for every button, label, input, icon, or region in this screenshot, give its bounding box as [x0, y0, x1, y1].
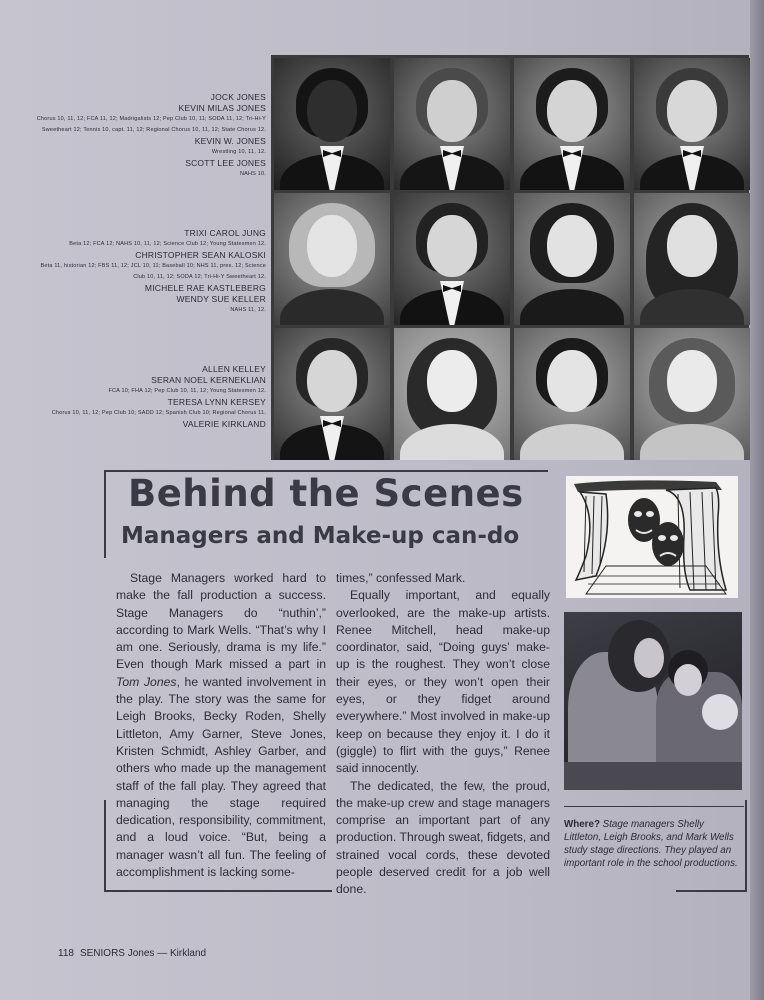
photo-caption [564, 818, 742, 870]
caption-text: Stage managers Shelly Littleton, Leigh Brooks, and Mark Wells study stage directions. They played an important role in the school productions. [564, 819, 738, 869]
frame-rule [104, 800, 106, 892]
portrait-photo [514, 58, 630, 190]
senior-name: MICHELE RAE KASTLEBERG [144, 283, 266, 293]
senior-activities: Wrestling 10, 11, 12. [211, 149, 266, 155]
senior-activities: Chorus 10, 11, 12; Pep Club 10; SADD 12; Spanish Club 10; Regional Chorus 11. [51, 410, 266, 416]
portrait-photo [274, 193, 390, 325]
candid-photo [564, 612, 742, 790]
caption-lead: Where? [564, 819, 600, 830]
names-group-1 [30, 92, 266, 180]
article-text: , he wanted involvement in the play. The story was the same for Leigh Brooks, Becky Roden, Shelly Littleton, Amy Garner, Steve Jones, Kristen Schmidt, Ashley Garber, and others who made up the management staff of the fall play. They agreed that managing the stage required dedication, responsibility, commitment, and a loud voice. “But, being a manager wasn’t all fun. The feeling of accomplishment is lacking some- [116, 674, 326, 880]
senior-name: WENDY SUE KELLER [176, 294, 266, 304]
senior-name: KEVIN MILAS JONES [178, 103, 266, 113]
portrait-photo [634, 193, 750, 325]
senior-activities: FCA 10; FHA 12; Pep Club 10, 11, 12; Young Statesmen 12. [108, 388, 266, 394]
portrait-photo [634, 328, 750, 460]
caption-rule [564, 806, 744, 807]
article-paragraph: The dedicated, the few, the proud, the make-up crew and stage managers comprise an important part of any production. Through sweat, fidgets, and strained vocal cords, these devoted people deserved credit for a job well done. [336, 778, 550, 897]
theater-masks-illustration [566, 476, 738, 598]
feature-title: Behind the Scenes [128, 472, 524, 515]
portrait-photo [394, 58, 510, 190]
article-column-2 [336, 570, 550, 899]
curtain-masks-icon [566, 476, 738, 598]
names-group-2 [30, 228, 266, 316]
article-paragraph: times,” confessed Mark. [336, 571, 466, 585]
senior-name: SERAN NOEL KERNEKLIAN [151, 375, 266, 385]
article-text: Stage Managers worked hard to make the fall production a success. Stage Managers do “nuthin’,” according to Mark Wells. “That’s why I am one. Seriously, drama is my life.” Even though Mark missed a part in [116, 571, 326, 672]
article-paragraph: Equally important, and equally overlooked, are the make-up artists. Renee Mitchell, head make-up coordinator, said, “Doing guys’ make-up is the roughest. They won’t close their eyes, or they won’t open their eyes, or they fidget around everywhere.” Most involved in make-up keep on because they enjoy it. I do it (giggle) to flirt with the guys,” Renee said innocently. [336, 588, 550, 776]
senior-name: TERESA LYNN KERSEY [167, 397, 266, 407]
caption-frame-rule [745, 800, 747, 892]
senior-activities: NAHS 10. [239, 171, 266, 177]
senior-name: KEVIN W. JONES [194, 136, 266, 146]
section-label: SENIORS Jones — Kirkland [79, 948, 207, 959]
senior-portrait-grid [271, 55, 749, 460]
senior-activities: Chorus 10, 11, 12; FCA 11, 12; Madrigalists 12; Pep Club 10, 11; SODA 11, 12; Tri-Hi-Y Sweetheart 12; Tennis 10, capt. 11, 12; Regional Chorus 10, 11, 12; State Chorus 12. [36, 116, 266, 133]
senior-activities: Beta 12; FCA 12; NAHS 10, 11, 12; Science Club 12; Young Statesmen 12. [69, 241, 266, 247]
portrait-photo [634, 58, 750, 190]
names-group-3 [30, 364, 266, 430]
portrait-photo [394, 328, 510, 460]
senior-activities: NAHS 11, 12. [230, 307, 266, 313]
senior-name: ALLEN KELLEY [202, 364, 266, 374]
page-folio [58, 948, 212, 959]
portrait-photo [274, 58, 390, 190]
page-number: 118 [58, 948, 74, 959]
feature-subtitle: Managers and Make-up can-do [121, 523, 520, 549]
frame-rule [104, 890, 332, 892]
senior-name: CHRISTOPHER SEAN KALOSKI [135, 250, 266, 260]
senior-name: JOCK JONES [210, 92, 266, 102]
senior-name: SCOTT LEE JONES [185, 158, 266, 168]
senior-name: VALERIE KIRKLAND [182, 419, 266, 429]
senior-activities: Beta 11, historian 12; FBS 11, 12; JCL 10, 11; Baseball 10; NHS 11, pres. 12; Science Club 10, 11, 12; SODA 12; Tri-Hi-Y Sweetheart 12. [40, 263, 266, 280]
play-title: Tom Jones [116, 674, 177, 689]
caption-frame-rule [676, 890, 747, 892]
page-edge-shadow [750, 0, 764, 1000]
portrait-photo [274, 328, 390, 460]
senior-name: TRIXI CAROL JUNG [184, 228, 266, 238]
article-column-1 [116, 570, 326, 881]
portrait-photo [394, 193, 510, 325]
portrait-photo [514, 193, 630, 325]
portrait-photo [514, 328, 630, 460]
